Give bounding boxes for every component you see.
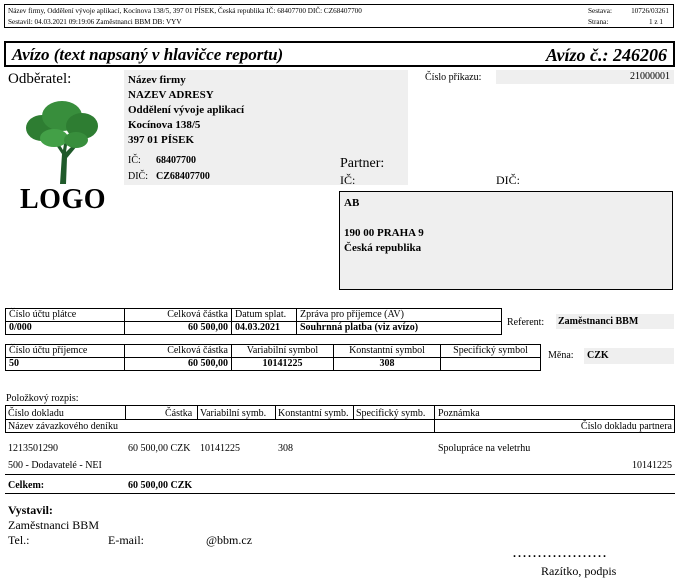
total-value: 60 500,00 CZK — [128, 480, 193, 491]
vystavil-email-value: @bbm.cz — [206, 533, 253, 547]
odberatel-dic-label: DIČ: — [128, 171, 148, 182]
signature-line: ................... — [513, 546, 608, 560]
payer-header-message: Zpráva pro příjemce (AV) — [297, 309, 502, 322]
items-header-ss: Specifický symb. — [356, 408, 426, 419]
odberatel-line: Oddělení vývoje aplikací — [128, 104, 245, 116]
recipient-header-amount: Celková částka — [125, 345, 232, 358]
item-castka: 60 500,00 CZK — [128, 443, 191, 454]
vystavil-label: Vystavil: — [8, 503, 53, 517]
payer-header-amount: Celková částka — [125, 309, 232, 322]
odberatel-line: NAZEV ADRESY — [128, 89, 214, 101]
item-doklad: 1213501290 — [8, 443, 58, 454]
item-poznamka: Spolupráce na veletrhu — [438, 443, 531, 454]
recipient-header-ks: Konstantní symbol — [334, 345, 441, 358]
title-bar — [4, 41, 675, 67]
cislo-prikazu-value: 21000001 — [630, 71, 670, 82]
recipient-account: 50 — [6, 358, 125, 371]
odberatel-ic-value: 68407700 — [156, 155, 196, 166]
recipient-header-account: Číslo účtu příjemce — [6, 345, 125, 358]
items-header-castka: Částka — [165, 408, 193, 419]
vystavil-email-label: E-mail: — [108, 533, 144, 547]
payer-header-account: Číslo účtu plátce — [6, 309, 125, 322]
payer-table — [5, 308, 502, 335]
recipient-amount: 60 500,00 — [125, 358, 232, 371]
payer-message: Souhrnná platba (viz avízo) — [297, 322, 502, 335]
header-compiled-line: Sestavil: 04.03.2021 09:19:06 Zaměstnanci BBM DB: VYV — [8, 18, 182, 26]
items-subheader-denik: Název závazkového deníku — [8, 421, 118, 432]
items-header-doklad: Číslo dokladu — [8, 408, 64, 419]
payer-date: 04.03.2021 — [232, 322, 297, 335]
header-company-line: Název firmy, Oddělení vývoje aplikací, Kocínova 138/5, 397 01 PÍSEK, Česká republika IČ: 68407700 DIČ: CZ68407700 — [8, 7, 362, 15]
logo-text: LOGO — [20, 184, 107, 215]
mena-label: Měna: — [548, 350, 574, 361]
sestava-label: Sestava: — [588, 7, 612, 15]
partner-city: 190 00 PRAHA 9 — [344, 227, 424, 239]
cislo-prikazu-label: Číslo příkazu: — [425, 72, 482, 83]
item-vs: 10141225 — [200, 443, 240, 454]
total-label: Celkem: — [8, 480, 45, 491]
payer-amount: 60 500,00 — [125, 322, 232, 335]
odberatel-ic-label: IČ: — [128, 155, 141, 166]
odberatel-line: 397 01 PÍSEK — [128, 134, 195, 146]
recipient-vs: 10141225 — [232, 358, 334, 371]
avizo-number: Avízo č.: 246206 — [545, 45, 667, 65]
partner-name: AB — [344, 197, 360, 209]
report-title: Avízo (text napsaný v hlavičce reportu) — [12, 45, 284, 64]
items-subheader-doklad-partnera: Číslo dokladu partnera — [580, 421, 672, 432]
referent-label: Referent: — [507, 317, 545, 328]
payer-account: 0/000 — [6, 322, 125, 335]
odberatel-label: Odběratel: — [8, 71, 72, 87]
odberatel-line: Kocínova 138/5 — [128, 119, 201, 131]
odberatel-line: Název firmy — [128, 74, 186, 86]
cislo-prikazu-box — [496, 70, 674, 84]
vystavil-tel-label: Tel.: — [8, 533, 30, 547]
partner-label: Partner: — [340, 156, 385, 171]
partner-country: Česká republika — [344, 242, 422, 254]
strana-value: 1 z 1 — [649, 18, 663, 26]
recipient-ks: 308 — [334, 358, 441, 371]
item-ks: 308 — [278, 443, 293, 454]
items-header-vs: Variabilní symb. — [200, 408, 267, 419]
recipient-header-vs: Variabilní symbol — [232, 345, 334, 358]
partner-ic-label: IČ: — [340, 173, 356, 187]
partner-address-box — [339, 191, 673, 290]
items-header-ks: Konstantní symb. — [278, 408, 349, 419]
items-title: Položkový rozpis: — [6, 393, 79, 404]
mena-value: CZK — [584, 348, 674, 364]
recipient-table — [5, 344, 541, 371]
item-denik: 500 - Dodavatelé - NEI — [8, 460, 102, 471]
strana-label: Strana: — [588, 18, 609, 26]
report-header — [4, 4, 674, 28]
sestava-value: 10726/03261 — [631, 7, 669, 15]
vystavil-name: Zaměstnanci BBM — [8, 518, 99, 532]
item-doklad-partnera: 10141225 — [632, 460, 672, 471]
recipient-ss — [441, 358, 541, 371]
items-header-poznamka: Poznámka — [438, 408, 480, 419]
payer-header-date: Datum splat. — [232, 309, 297, 322]
referent-value: Zaměstnanci BBM — [556, 314, 674, 329]
partner-dic-label: DIČ: — [496, 173, 520, 187]
recipient-header-ss: Specifický symbol — [441, 345, 541, 358]
tree-logo-icon — [24, 98, 102, 184]
signature-label: Razítko, podpis — [541, 564, 617, 578]
odberatel-dic-value: CZ68407700 — [156, 171, 210, 182]
